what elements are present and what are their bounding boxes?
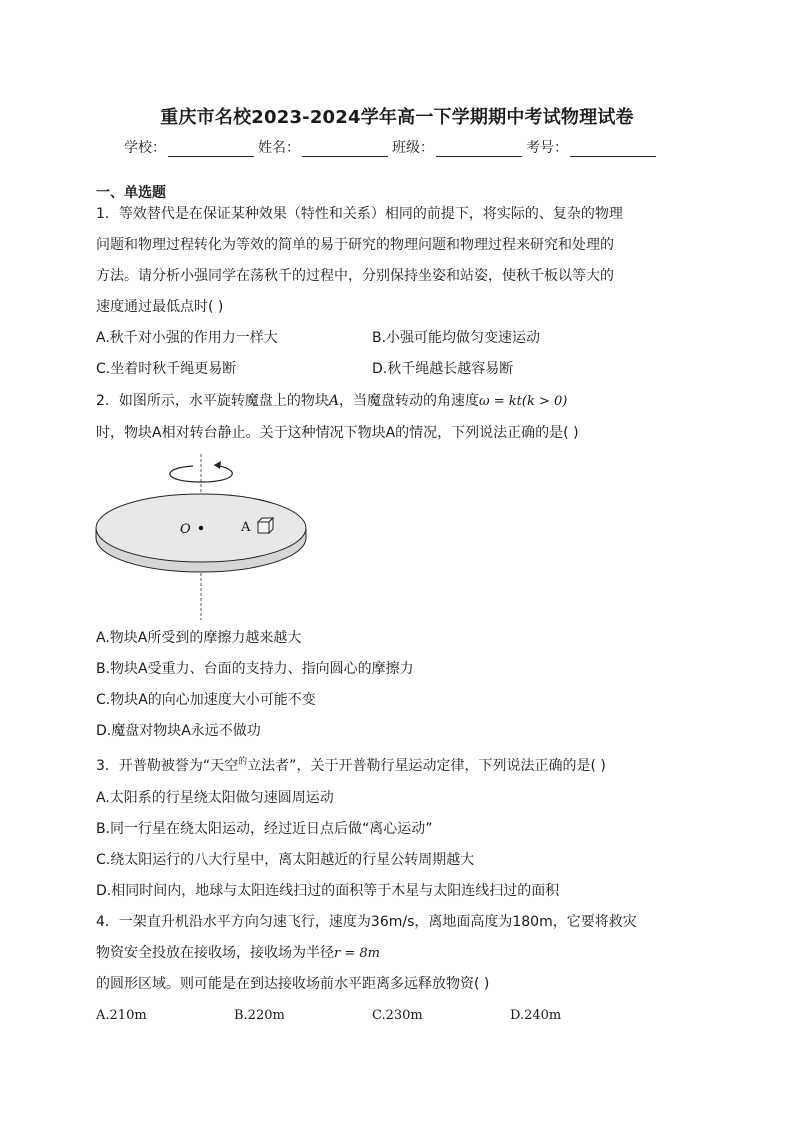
q3-stem bbox=[96, 757, 606, 777]
q1-line-1: 1．等效替代是在保证某种效果（特性和关系）相同的前提下，将实际的、复杂的物理 bbox=[96, 206, 623, 222]
q4-math-r: r = 8m bbox=[334, 946, 380, 961]
q2-option-a: A.物块A所受到的摩擦力越来越大 bbox=[96, 630, 302, 646]
q4-option-d: D.240m bbox=[510, 1008, 562, 1023]
school-blank[interactable] bbox=[168, 142, 254, 157]
q3-stem-pre: 3．开普勒被誉为“天空 bbox=[96, 758, 239, 774]
q1-option-b: B.小强可能均做匀变速运动 bbox=[372, 330, 541, 346]
exam-title: 重庆市名校2023-2024学年高一下学期期中考试物理试卷 bbox=[160, 107, 634, 128]
q4-line-2-pre: 物资安全投放在接收场，接收场为半径 bbox=[96, 945, 334, 961]
q3-option-b: B.同一行星在绕太阳运动，经过近日点后做“离心运动” bbox=[96, 821, 433, 837]
rotating-disk-figure bbox=[90, 452, 320, 622]
q4-line-2 bbox=[96, 944, 380, 963]
q4-line-3: 的圆形区域。则可能是在到达接收场前水平距离多远释放物资( ) bbox=[96, 976, 490, 992]
q4-option-a: A.210m bbox=[96, 1008, 147, 1023]
q1-line-4: 速度通过最低点时( ) bbox=[96, 299, 224, 315]
exam-number-label: 考号： bbox=[526, 140, 568, 156]
q3-option-c: C.绕太阳运行的八大行星中，离太阳越近的行星公转周期越大 bbox=[96, 852, 475, 868]
q2-math-omega: ω = kt(k > 0) bbox=[479, 394, 568, 409]
q1-option-c: C.坐着时秋千绳更易断 bbox=[96, 361, 237, 377]
q2-option-b: B.物块A受重力、台面的支持力、指向圆心的摩擦力 bbox=[96, 661, 414, 677]
exam-number-blank[interactable] bbox=[570, 142, 656, 157]
q1-option-a: A.秋千对小强的作用力一样大 bbox=[96, 330, 278, 346]
center-dot bbox=[199, 526, 203, 530]
q3-stem-post: 立法者”，关于开普勒行星运动定律，下列说法正确的是( ) bbox=[247, 758, 606, 774]
student-info-row bbox=[124, 137, 660, 157]
section-title: 一、单选题 bbox=[96, 185, 166, 201]
q2-option-d: D.魔盘对物块A永远不做功 bbox=[96, 723, 261, 739]
q2-line-1-mid: ，当魔盘转动的角速度 bbox=[339, 393, 480, 409]
q2-option-c: C.物块A的向心加速度大小可能不变 bbox=[96, 692, 316, 708]
arrow-head-icon bbox=[214, 461, 221, 469]
school-label: 学校： bbox=[124, 140, 166, 156]
q1-option-d: D.秋千绳越长越容易断 bbox=[372, 361, 514, 377]
q3-option-a: A.太阳系的行星绕太阳做匀速圆周运动 bbox=[96, 790, 334, 806]
class-blank[interactable] bbox=[436, 142, 522, 157]
q1-line-2: 问题和物理过程转化为等效的简单的易于研究的物理问题和物理过程来研究和处理的 bbox=[96, 237, 614, 253]
q1-line-3: 方法。请分析小强同学在荡秋千的过程中，分别保持坐姿和站姿，使秋千板以等大的 bbox=[96, 268, 614, 284]
name-blank[interactable] bbox=[302, 142, 388, 157]
q2-math-a: A bbox=[328, 393, 340, 409]
q3-option-d: D.相同时间内，地球与太阳连线扫过的面积等于木星与太阳连线扫过的面积 bbox=[96, 883, 560, 899]
block-icon bbox=[258, 518, 273, 533]
q4-option-c: C.230m bbox=[372, 1008, 423, 1023]
q2-line-1-prefix: 2．如图所示，水平旋转魔盘上的物块 bbox=[96, 393, 329, 409]
q4-line-1: 4．一架直升机沿水平方向匀速飞行，速度为36m/s，离地面高度为180m，它要将救灾 bbox=[96, 914, 637, 930]
q2-line-2: 时，物块A相对转台静止。关于这种情况下物块A的情况，下列说法正确的是( ) bbox=[96, 425, 579, 441]
q3-stem-sup: 的 bbox=[238, 757, 248, 767]
class-label: 班级： bbox=[392, 140, 434, 156]
q2-line-1 bbox=[96, 392, 567, 411]
q4-option-b: B.220m bbox=[234, 1008, 285, 1023]
name-label: 姓名： bbox=[258, 140, 300, 156]
block-label: A bbox=[241, 520, 251, 535]
center-label: O bbox=[180, 522, 191, 537]
